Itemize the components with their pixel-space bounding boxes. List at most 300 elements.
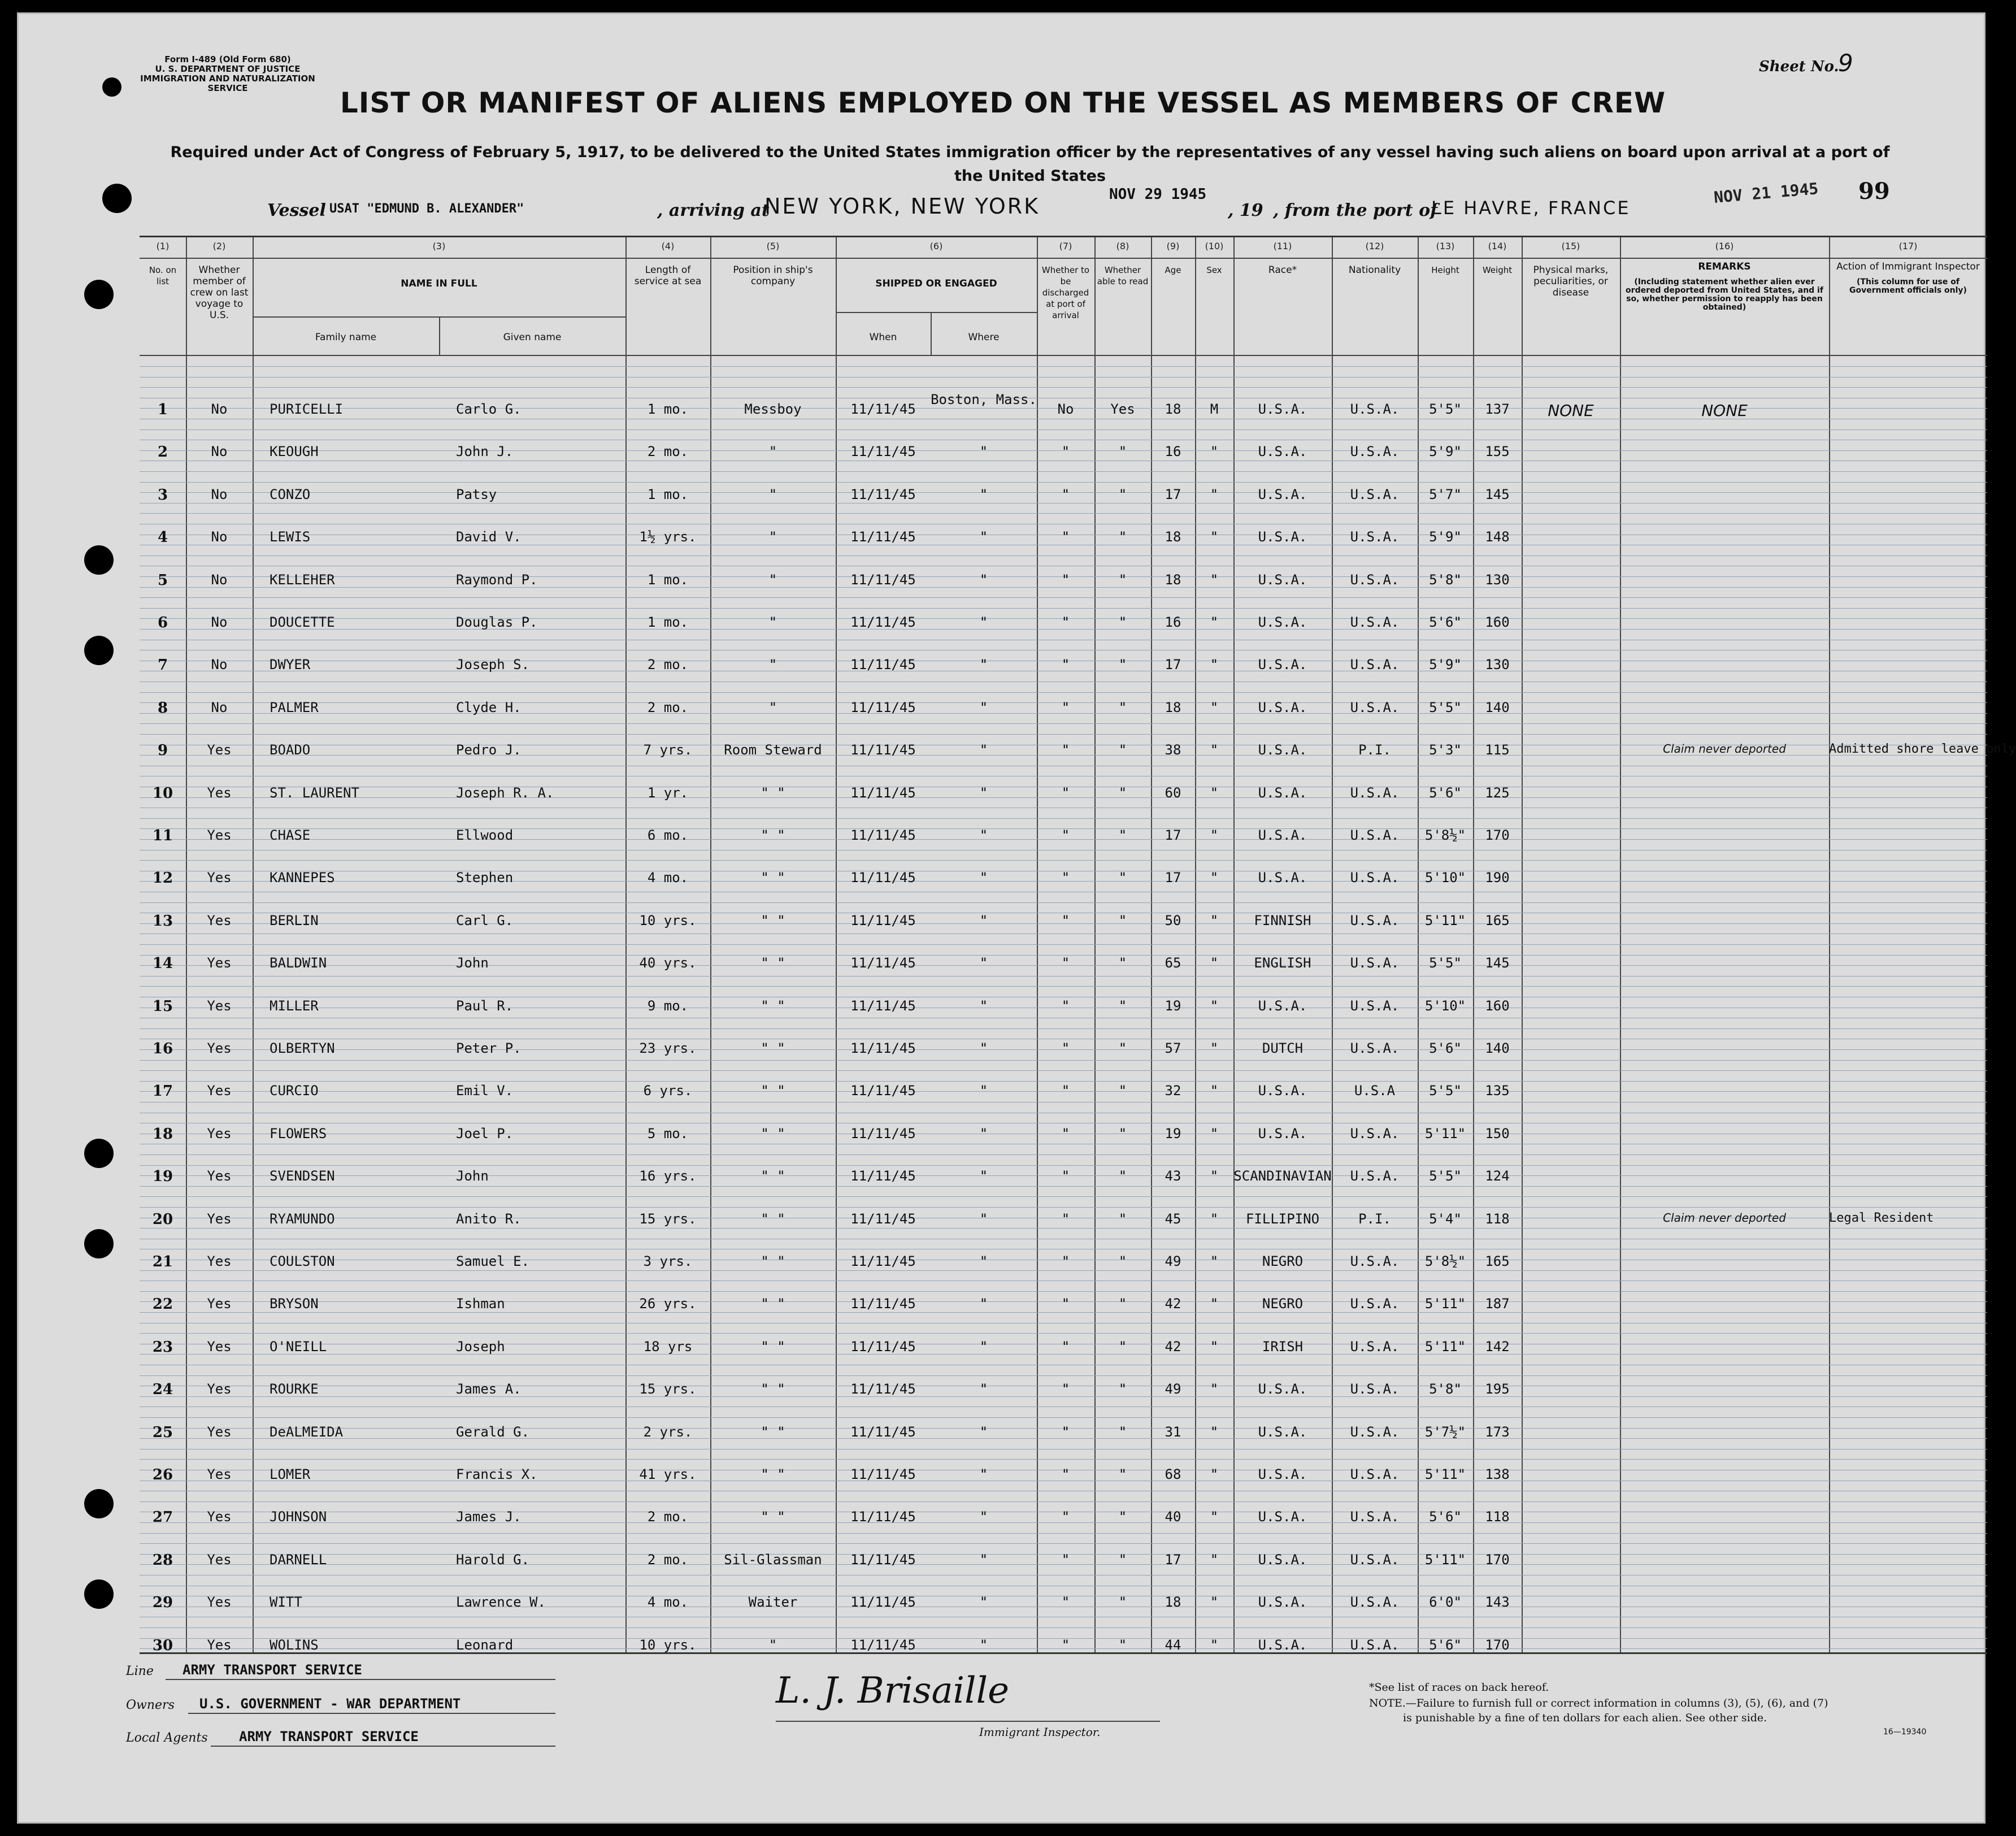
weight: 115 [1485, 742, 1510, 758]
row-number: 9 [157, 742, 168, 759]
shipped-when: 11/11/45 [850, 1381, 916, 1397]
weight: 187 [1485, 1296, 1510, 1312]
race: U.S.A. [1258, 486, 1307, 502]
row-number: 14 [152, 955, 173, 973]
position: " [768, 657, 777, 673]
weight: 125 [1485, 784, 1510, 801]
length-of-service: 18 yrs [643, 1338, 693, 1355]
ruled-line [140, 387, 1987, 388]
last-voyage: Yes [207, 955, 232, 971]
ruled-line [140, 1291, 1987, 1292]
weight: 170 [1485, 827, 1510, 843]
race: FILLIPINO [1245, 1210, 1320, 1227]
shipped-where: " [979, 1594, 988, 1611]
shipped-where: " [979, 1083, 988, 1099]
ruled-line [140, 1060, 1987, 1061]
column-number: (15) [1561, 241, 1580, 251]
able-to-read: " [1118, 1168, 1127, 1184]
age: 18 [1165, 1594, 1181, 1611]
able-to-read: " [1118, 614, 1127, 630]
column-number: (11) [1273, 241, 1292, 251]
position: " " [761, 1296, 785, 1312]
weight: 118 [1485, 1210, 1510, 1227]
race: U.S.A. [1258, 784, 1307, 801]
nationality: U.S.A. [1350, 529, 1400, 545]
signature-line [776, 1721, 1160, 1722]
weight: 135 [1485, 1083, 1510, 1099]
able-to-read: " [1118, 657, 1127, 673]
age: 18 [1165, 699, 1181, 715]
shipped-where: " [979, 486, 988, 502]
last-voyage: Yes [207, 1210, 232, 1227]
sex: " [1210, 657, 1219, 673]
last-voyage: Yes [207, 1381, 232, 1397]
position: " " [761, 1168, 785, 1184]
shipped-where: " [979, 997, 988, 1014]
height: 5'4" [1429, 1210, 1462, 1227]
family-name: LOMER [270, 1466, 311, 1482]
height: 5'7" [1429, 486, 1462, 502]
last-voyage: Yes [207, 912, 232, 928]
length-of-service: 2 mo. [647, 1551, 689, 1568]
given-name: Raymond P. [456, 571, 538, 588]
ruled-line [140, 1627, 1987, 1628]
last-voyage: Yes [207, 997, 232, 1014]
weight: 160 [1485, 997, 1510, 1014]
given-name: Douglas P. [456, 614, 538, 630]
last-voyage: Yes [207, 827, 232, 843]
discharged: " [1061, 1168, 1070, 1184]
last-voyage: Yes [207, 1551, 232, 1568]
given-name: Carl G. [456, 912, 514, 928]
shipped-when: 11/11/45 [850, 1210, 916, 1227]
nationality: U.S.A. [1350, 571, 1400, 588]
shipped-when: 11/11/45 [850, 1423, 916, 1440]
family-name: CURCIO [270, 1083, 319, 1099]
column-number: (1) [156, 241, 170, 251]
family-name: COULSTON [270, 1253, 335, 1269]
age: 42 [1165, 1338, 1181, 1355]
family-name: BRYSON [270, 1296, 319, 1312]
discharged: " [1061, 1083, 1070, 1099]
ruled-line [140, 1207, 1987, 1208]
height: 5'3" [1429, 742, 1462, 758]
shipped-where: " [979, 912, 988, 928]
weight: 155 [1485, 444, 1510, 460]
date-stamp: NOV 29 1945 [1109, 186, 1207, 203]
able-to-read: " [1118, 997, 1127, 1014]
column-header: No. on list [149, 265, 177, 287]
nationality: P.I. [1358, 1210, 1391, 1227]
length-of-service: 16 yrs. [639, 1168, 697, 1184]
remarks: NONE [1701, 401, 1748, 420]
weight: 150 [1485, 1125, 1510, 1141]
discharged: " [1061, 699, 1070, 715]
able-to-read: " [1118, 955, 1127, 971]
family-name: CHASE [270, 827, 311, 843]
given-name: Ellwood [456, 827, 514, 843]
last-voyage: No [211, 699, 228, 715]
position: " [768, 444, 777, 460]
row-number: 13 [152, 912, 173, 930]
able-to-read: " [1118, 742, 1127, 758]
last-voyage: No [211, 571, 228, 588]
race: U.S.A. [1258, 1466, 1307, 1482]
row-number: 19 [152, 1168, 173, 1186]
row-number: 28 [152, 1551, 173, 1569]
age: 60 [1165, 784, 1181, 801]
discharged: " [1061, 742, 1070, 758]
family-name: O'NEILL [270, 1338, 327, 1355]
height: 5'7½" [1424, 1423, 1466, 1440]
vessel-label: Vessel [267, 201, 326, 220]
able-to-read: " [1118, 529, 1127, 545]
row-number: 27 [152, 1509, 173, 1526]
height: 5'5" [1429, 1168, 1462, 1184]
sex: M [1210, 401, 1219, 417]
nationality: U.S.A. [1350, 1040, 1400, 1056]
column-divider [1829, 237, 1830, 1652]
length-of-service: 26 yrs. [639, 1296, 697, 1312]
family-name: WITT [270, 1594, 302, 1611]
weight: 165 [1485, 1253, 1510, 1269]
length-of-service: 1 mo. [647, 571, 689, 588]
age: 49 [1165, 1381, 1181, 1397]
age: 19 [1165, 1125, 1181, 1141]
shipped-when: 11/11/45 [850, 1466, 916, 1482]
family-name: LEWIS [270, 529, 311, 545]
race: U.S.A. [1258, 1125, 1307, 1141]
position: " " [761, 997, 785, 1014]
height: 5'9" [1429, 657, 1462, 673]
ruled-line [140, 1102, 1987, 1103]
sex: " [1210, 1168, 1219, 1184]
discharged: " [1061, 1296, 1070, 1312]
position: " " [761, 1466, 785, 1482]
discharged: " [1061, 1210, 1070, 1227]
able-to-read: " [1118, 1381, 1127, 1397]
length-of-service: 9 mo. [647, 997, 689, 1014]
family-name: WOLINS [270, 1637, 319, 1653]
discharged: " [1061, 614, 1070, 630]
race: ENGLISH [1254, 955, 1311, 971]
nationality: U.S.A. [1350, 486, 1400, 502]
row-number: 23 [152, 1338, 173, 1356]
given-name: Peter P. [456, 1040, 522, 1056]
remarks: Claim never deported [1663, 1210, 1786, 1225]
column-number: (5) [766, 241, 780, 251]
column-number: (13) [1436, 241, 1455, 251]
length-of-service: 2 mo. [647, 1509, 689, 1525]
age: 16 [1165, 444, 1181, 460]
agents-label: Local Agents [126, 1731, 208, 1745]
shipped-where: " [979, 784, 988, 801]
ruled-line [140, 1165, 1987, 1166]
given-name: David V. [456, 529, 522, 545]
height: 5'11" [1424, 1466, 1466, 1482]
age: 43 [1165, 1168, 1181, 1184]
punch-hole [102, 184, 132, 213]
row-number: 26 [152, 1466, 173, 1483]
race: U.S.A. [1258, 870, 1307, 886]
punch-hole [84, 636, 114, 665]
able-to-read: " [1118, 827, 1127, 843]
inspector-action: Legal Resident [1829, 1210, 1934, 1225]
discharged: " [1061, 529, 1070, 545]
family-name: DeALMEIDA [270, 1423, 344, 1440]
races-note: *See list of races on back hereof. [1369, 1681, 1549, 1694]
able-to-read: " [1118, 1125, 1127, 1141]
length-of-service: 3 yrs. [643, 1253, 693, 1269]
ruled-line [140, 597, 1987, 598]
shipped-when: 11/11/45 [850, 657, 916, 673]
given-name: Pedro J. [456, 742, 522, 758]
age: 32 [1165, 1083, 1181, 1099]
agents-value: ARMY TRANSPORT SERVICE [239, 1729, 419, 1744]
weight: 140 [1485, 1040, 1510, 1056]
family-name: CONZO [270, 486, 311, 502]
shipped-when: 11/11/45 [850, 1168, 916, 1184]
position: Waiter [748, 1594, 798, 1611]
last-voyage: Yes [207, 1338, 232, 1355]
shipped-when: 11/11/45 [850, 401, 916, 417]
family-name: KEOUGH [270, 444, 319, 460]
shipped-where: " [979, 699, 988, 715]
age: 44 [1165, 1637, 1181, 1653]
shipped-when: 11/11/45 [850, 912, 916, 928]
column-number: (4) [661, 241, 675, 251]
row-number: 2 [157, 444, 168, 461]
shipped-where: " [979, 1551, 988, 1568]
position: " " [761, 955, 785, 971]
shipped-when: 11/11/45 [850, 699, 916, 715]
given-name: Clyde H. [456, 699, 522, 715]
position: " [768, 486, 777, 502]
discharged: " [1061, 912, 1070, 928]
ruled-line [140, 1186, 1987, 1187]
ruled-line [140, 1312, 1987, 1313]
position: " " [761, 1040, 785, 1056]
race: U.S.A. [1258, 742, 1307, 758]
shipped-where: " [979, 955, 988, 971]
row-number: 12 [152, 870, 173, 887]
column-subheader: When [869, 332, 897, 343]
column-header: Height [1431, 265, 1459, 275]
shipped-where: " [979, 1466, 988, 1482]
manifest-page [17, 12, 2016, 1824]
sex: " [1210, 571, 1219, 588]
position: " " [761, 912, 785, 928]
weight: 130 [1485, 571, 1510, 588]
length-of-service: 4 mo. [647, 1594, 689, 1611]
ruled-line [140, 1154, 1987, 1155]
column-header: Race* [1268, 264, 1297, 276]
column-header: Weight [1482, 265, 1513, 275]
race: U.S.A. [1258, 1594, 1307, 1611]
ruled-line [140, 1459, 1987, 1460]
height: 5'8" [1429, 571, 1462, 588]
discharged: " [1061, 870, 1070, 886]
length-of-service: 1 mo. [647, 614, 689, 630]
race: U.S.A. [1258, 657, 1307, 673]
height: 5'6" [1429, 1509, 1462, 1525]
weight: 195 [1485, 1381, 1510, 1397]
sex: " [1210, 1210, 1219, 1227]
last-voyage: No [211, 486, 228, 502]
header-rule [140, 258, 1987, 259]
height: 5'11" [1424, 1551, 1466, 1568]
age: 49 [1165, 1253, 1181, 1269]
shipped-where: " [979, 444, 988, 460]
height: 5'6" [1429, 614, 1462, 630]
shipped-where: " [979, 1040, 988, 1056]
inspector-action: Admitted shore leave only [1829, 742, 2016, 757]
shipped-where: " [979, 827, 988, 843]
last-voyage: Yes [207, 1253, 232, 1269]
sheet-number: 9 [1838, 49, 1853, 77]
height: 5'5" [1429, 955, 1462, 971]
discharged: " [1061, 827, 1070, 843]
position: " [768, 1637, 777, 1653]
position: Sil-Glassman [724, 1551, 822, 1568]
vessel-name: USAT "EDMUND B. ALEXANDER" [329, 202, 524, 216]
nationality: U.S.A. [1350, 1423, 1400, 1440]
age: 38 [1165, 742, 1181, 758]
race: DUTCH [1262, 1040, 1304, 1056]
ruled-line [140, 1070, 1987, 1071]
race: U.S.A. [1258, 1083, 1307, 1099]
row-number: 1 [157, 401, 168, 418]
nationality: U.S.A. [1350, 1168, 1400, 1184]
position: " " [761, 1210, 785, 1227]
given-name: Joel P. [456, 1125, 514, 1141]
discharged: " [1061, 1125, 1070, 1141]
position: " " [761, 1083, 785, 1099]
column-header: REMARKS [1698, 261, 1751, 272]
column-subheader: (This column for use of Government officials only) [1849, 277, 1967, 295]
line-value: ARMY TRANSPORT SERVICE [183, 1662, 362, 1678]
ruled-line [140, 555, 1987, 556]
given-name: Emil V. [456, 1083, 514, 1099]
race: NEGRO [1262, 1296, 1304, 1312]
punch-hole [84, 1229, 114, 1258]
discharged: " [1061, 571, 1070, 588]
column-header: Length of service at sea [634, 264, 702, 287]
weight: 145 [1485, 486, 1510, 502]
discharged: " [1061, 1594, 1070, 1611]
shipped-when: 11/11/45 [850, 486, 916, 502]
owners-label: Owners [126, 1698, 175, 1712]
column-number: (8) [1116, 241, 1129, 251]
family-name: BOADO [270, 742, 311, 758]
nationality: U.S.A. [1350, 1125, 1400, 1141]
row-number: 16 [152, 1040, 173, 1057]
last-voyage: Yes [207, 1509, 232, 1525]
position: " [768, 614, 777, 630]
sex: " [1210, 1551, 1219, 1568]
column-divider [1522, 237, 1523, 1652]
discharged: " [1061, 784, 1070, 801]
column-number: (17) [1898, 241, 1918, 251]
nationality: U.S.A. [1350, 614, 1400, 630]
age: 18 [1165, 401, 1181, 417]
row-number: 15 [152, 997, 173, 1015]
shipped-when: 11/11/45 [850, 784, 916, 801]
row-number: 17 [152, 1083, 173, 1100]
form-identifier: Form I-489 (Old Form 680) U. S. DEPARTMENT OF JUSTICE IMMIGRATION AND NATURALIZATION SERVICE [140, 54, 315, 93]
column-divider [253, 237, 254, 1652]
column-subheader: Family name [315, 332, 377, 343]
last-voyage: Yes [207, 1125, 232, 1141]
given-name: Anito R. [456, 1210, 522, 1227]
shipped-when: 11/11/45 [850, 1637, 916, 1653]
last-voyage: Yes [207, 1637, 232, 1653]
sex: " [1210, 1338, 1219, 1355]
given-name: Gerald G. [456, 1423, 530, 1440]
sex: " [1210, 784, 1219, 801]
age: 16 [1165, 614, 1181, 630]
race: IRISH [1262, 1338, 1304, 1355]
shipped-when: 11/11/45 [850, 571, 916, 588]
race: FINNISH [1254, 912, 1311, 928]
length-of-service: 15 yrs. [639, 1210, 697, 1227]
column-number: (3) [432, 241, 446, 251]
row-number: 11 [152, 827, 173, 844]
ruled-line [140, 1533, 1987, 1534]
sex: " [1210, 699, 1219, 715]
family-name: DARNELL [270, 1551, 327, 1568]
underline [188, 1713, 555, 1714]
shipped-where: " [979, 1509, 988, 1525]
punch-hole [84, 1579, 114, 1609]
discharged: " [1061, 1381, 1070, 1397]
discharged: " [1061, 1253, 1070, 1269]
ruled-line [140, 1270, 1987, 1271]
row-number: 25 [152, 1423, 173, 1441]
last-voyage: No [211, 529, 228, 545]
family-name: PALMER [270, 699, 319, 715]
given-name: Paul R. [456, 997, 514, 1014]
weight: 143 [1485, 1594, 1510, 1611]
column-divider [1620, 237, 1621, 1652]
height: 5'8½" [1424, 827, 1466, 843]
shipped-when: 11/11/45 [850, 1040, 916, 1056]
column-header: Position in ship's company [733, 264, 813, 287]
header-rule [836, 312, 1037, 313]
race: U.S.A. [1258, 401, 1307, 417]
nationality: U.S.A. [1350, 784, 1400, 801]
weight: 148 [1485, 529, 1510, 545]
ruled-line [140, 1417, 1987, 1418]
length-of-service: 41 yrs. [639, 1466, 697, 1482]
manifest-footer [103, 1664, 1968, 1811]
sex: " [1210, 1253, 1219, 1269]
length-of-service: 4 mo. [647, 870, 689, 886]
given-name: Stephen [456, 870, 514, 886]
fine-note: is punishable by a fine of ten dollars for each alien. See other side. [1403, 1712, 1767, 1724]
race: U.S.A. [1258, 1423, 1307, 1440]
shipped-when: 11/11/45 [850, 1594, 916, 1611]
family-name: FLOWERS [270, 1125, 327, 1141]
column-header: Action of Immigrant Inspector [1836, 261, 1980, 272]
length-of-service: 23 yrs. [639, 1040, 697, 1056]
punch-hole [84, 1489, 114, 1518]
family-name: RYAMUNDO [270, 1210, 335, 1227]
arriving-label: , arriving at [657, 201, 770, 220]
able-to-read: " [1118, 1551, 1127, 1568]
ruled-line [140, 986, 1987, 987]
shipped-when: 11/11/45 [850, 529, 916, 545]
